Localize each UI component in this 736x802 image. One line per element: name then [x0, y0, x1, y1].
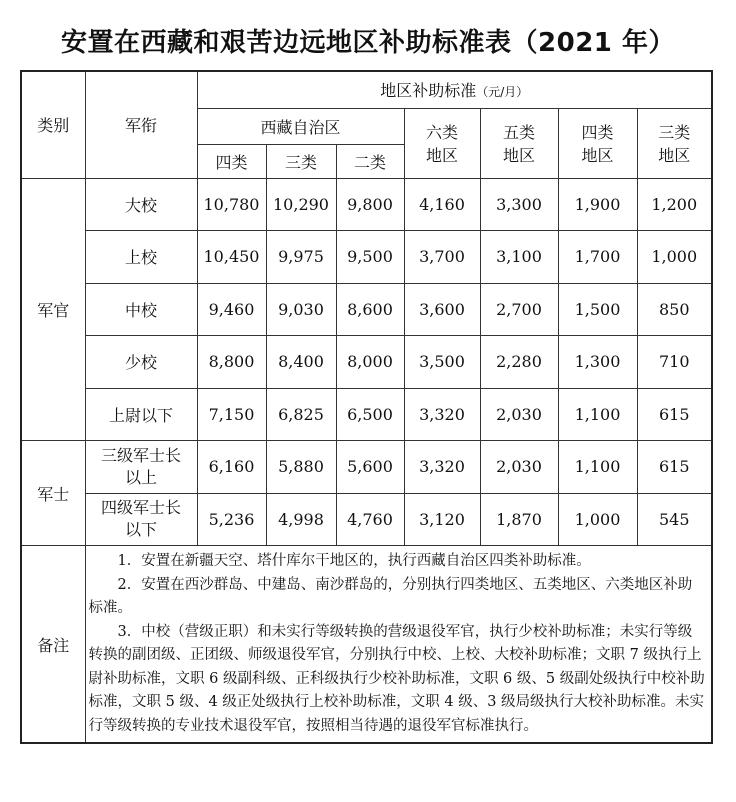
value-cell: 8,600 — [336, 283, 404, 336]
value-cell: 3,500 — [404, 336, 480, 389]
value-cell: 3,600 — [404, 283, 480, 336]
value-cell: 5,600 — [336, 441, 404, 494]
value-cell: 8,400 — [266, 336, 336, 389]
note-item: 2．安置在西沙群岛、中建岛、南沙群岛的，分别执行四类地区、五类地区、六类地区补助标准。 — [88, 576, 693, 616]
rank-label: 中校 — [124, 300, 157, 320]
value-cell: 7,150 — [197, 388, 266, 441]
value-cell: 3,700 — [404, 231, 480, 284]
header-region-4: 四类 地区 — [558, 108, 637, 178]
value-cell: 1,900 — [558, 178, 637, 231]
value-cell: 9,030 — [266, 283, 336, 336]
category-cell: 军士 — [21, 441, 85, 546]
value-cell: 3,100 — [480, 231, 558, 284]
rank-cell — [85, 231, 197, 284]
value-cell: 1,000 — [558, 493, 637, 546]
value-cell: 8,000 — [336, 336, 404, 389]
value-cell: 2,030 — [480, 388, 558, 441]
rank-cell — [85, 283, 197, 336]
rank-cell — [85, 336, 197, 389]
value-cell: 1,500 — [558, 283, 637, 336]
value-cell: 1,700 — [558, 231, 637, 284]
rank-label: 四级军士长以下 — [100, 498, 181, 540]
value-cell: 1,300 — [558, 336, 637, 389]
notes-content — [85, 546, 712, 744]
table-row — [21, 178, 712, 231]
category-cell: 军官 — [21, 178, 85, 441]
value-cell: 10,290 — [266, 178, 336, 231]
header-tibet-3: 三类 — [266, 144, 336, 178]
header-subsidy — [197, 71, 712, 108]
table-row — [21, 441, 712, 494]
notes-row — [21, 546, 712, 744]
value-cell: 10,780 — [197, 178, 266, 231]
value-cell: 9,500 — [336, 231, 404, 284]
rank-label: 少校 — [124, 353, 157, 373]
header-region-5: 五类 地区 — [480, 108, 558, 178]
value-cell: 4,760 — [336, 493, 404, 546]
value-cell: 3,120 — [404, 493, 480, 546]
value-cell: 2,700 — [480, 283, 558, 336]
value-cell: 5,880 — [266, 441, 336, 494]
value-cell: 6,825 — [266, 388, 336, 441]
header-rank: 军衔 — [85, 71, 197, 178]
table-row — [21, 493, 712, 546]
rank-cell — [85, 441, 197, 494]
rank-cell — [85, 493, 197, 546]
value-cell: 9,800 — [336, 178, 404, 231]
rank-label: 大校 — [124, 195, 157, 215]
value-cell: 545 — [637, 493, 712, 546]
value-cell: 1,100 — [558, 441, 637, 494]
value-cell: 9,460 — [197, 283, 266, 336]
table-row — [21, 336, 712, 389]
rank-label: 三级军士长以上 — [100, 445, 181, 487]
table-row — [21, 283, 712, 336]
value-cell: 1,100 — [558, 388, 637, 441]
rank-label: 上尉以下 — [108, 405, 173, 425]
value-cell: 2,030 — [480, 441, 558, 494]
value-cell: 5,236 — [197, 493, 266, 546]
value-cell: 615 — [637, 441, 712, 494]
value-cell: 4,160 — [404, 178, 480, 231]
value-cell: 6,500 — [336, 388, 404, 441]
value-cell: 710 — [637, 336, 712, 389]
value-cell: 6,160 — [197, 441, 266, 494]
value-cell: 850 — [637, 283, 712, 336]
header-region-6: 六类 地区 — [404, 108, 480, 178]
rank-label: 上校 — [124, 248, 157, 268]
table-row — [21, 231, 712, 284]
subsidy-table — [20, 70, 713, 744]
value-cell: 3,300 — [480, 178, 558, 231]
header-tibet-2: 二类 — [336, 144, 404, 178]
header-tibet: 西藏自治区 — [197, 108, 404, 144]
note-item: 1．安置在新疆天空、塔什库尔干地区的，执行西藏自治区四类补助标准。 — [117, 553, 591, 569]
value-cell: 9,975 — [266, 231, 336, 284]
value-cell: 615 — [637, 388, 712, 441]
value-cell: 3,320 — [404, 441, 480, 494]
header-tibet-4: 四类 — [197, 144, 266, 178]
value-cell: 1,870 — [480, 493, 558, 546]
value-cell: 10,450 — [197, 231, 266, 284]
rank-cell — [85, 178, 197, 231]
header-unit: （元/月） — [476, 85, 529, 100]
value-cell: 1,200 — [637, 178, 712, 231]
value-cell: 3,320 — [404, 388, 480, 441]
page-title: 安置在西藏和艰苦边远地区补助标准表（2021 年） — [61, 28, 675, 58]
value-cell: 1,000 — [637, 231, 712, 284]
header-region-3: 三类 地区 — [637, 108, 712, 178]
notes-label: 备注 — [21, 546, 85, 744]
header-subsidy-label: 地区补助标准 — [380, 81, 477, 101]
value-cell: 8,800 — [197, 336, 266, 389]
table-row — [21, 388, 712, 441]
header-category: 类别 — [21, 71, 85, 178]
rank-cell — [85, 388, 197, 441]
note-item: 3．中校（营级正职）和未实行等级转换的营级退役军官，执行少校补助标准；未实行等级转换的副团级、正团级、师级退役军官，分别执行中校、上校、大校补助标准；文职 7 级执行上尉补助标准，文职 6 级副科级、正科级执行少校补助标准，文职 6 级、5 级副处级执行中校补助标准，文职 5 级、4 级正处级执行上校补助标准，文职 4 级、3 级局级执行大校补助标准。未实行等级转换的专业技术退役军官，按照相当待遇的退役军官标准执行。 — [88, 623, 705, 734]
value-cell: 4,998 — [266, 493, 336, 546]
value-cell: 2,280 — [480, 336, 558, 389]
